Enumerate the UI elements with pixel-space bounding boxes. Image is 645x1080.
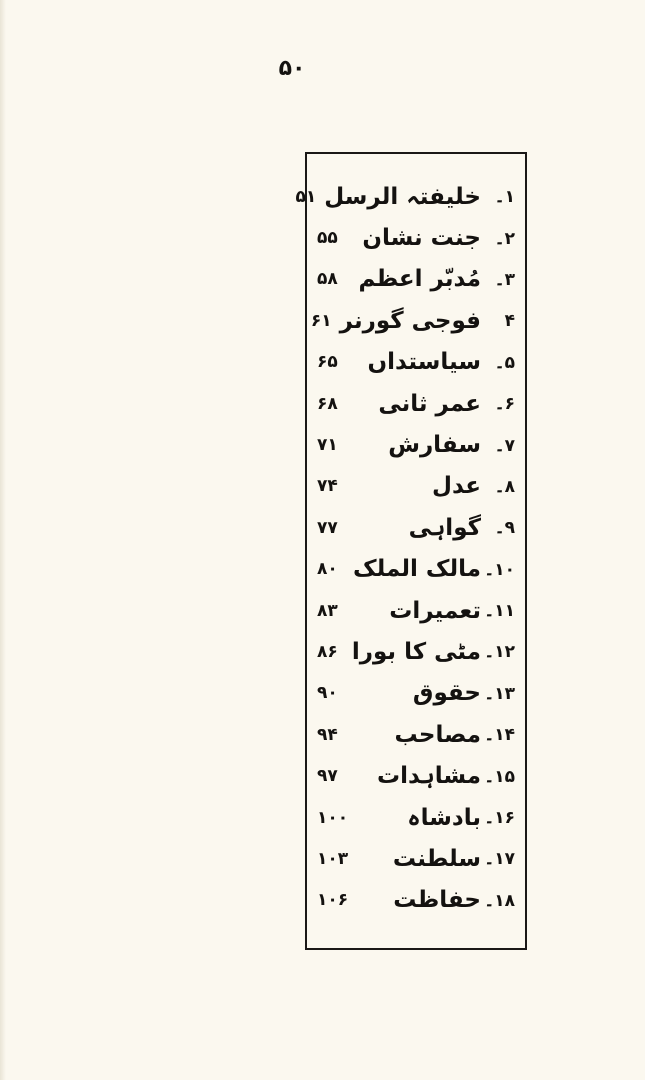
toc-entry-number: ۱۲۔ <box>484 642 515 663</box>
toc-entry <box>317 880 515 921</box>
toc-entry-title: حقوق <box>412 680 481 707</box>
toc-entry-title: مُدبّر اعظم <box>358 266 481 293</box>
toc-entry-number: ۱۶۔ <box>484 808 515 829</box>
toc-entry <box>317 507 515 548</box>
toc-entry-page: ۱۰۳ <box>317 848 349 869</box>
toc-entry-title: بادشاہ <box>407 804 481 831</box>
toc-entry <box>317 797 515 838</box>
toc-entry-title: مصاحب <box>394 721 481 748</box>
toc-entry-page: ۶۸ <box>317 393 338 414</box>
toc-entry-title: سیاستداں <box>367 349 481 376</box>
toc-entry <box>317 838 515 879</box>
toc-entry <box>317 342 515 383</box>
toc-entry-number: ۳۔ <box>494 269 515 290</box>
table-of-contents-box <box>295 152 527 950</box>
toc-entry-page: ۵۸ <box>317 269 338 290</box>
toc-entry-number: ۱۰۔ <box>484 559 515 580</box>
toc-entry <box>317 424 515 465</box>
toc-entry-title: حفاظت <box>393 887 481 914</box>
page-edge-shadow <box>0 0 6 1080</box>
toc-entry-number: ۱۳۔ <box>484 683 515 704</box>
toc-entry-title: تعمیرات <box>389 597 481 624</box>
toc-entry-number: ۱۔ <box>494 187 515 208</box>
toc-entry-title: عدل <box>432 473 481 500</box>
toc-entry-page: ۹۴ <box>317 724 338 745</box>
toc-entry-page: ۹۰ <box>317 683 338 704</box>
toc-entry-page: ۶۱ <box>310 310 332 331</box>
toc-entry-number: ۹۔ <box>494 518 515 539</box>
toc-entry-page: ۵۱ <box>295 186 317 207</box>
toc-entry-title: سلطنت <box>392 845 481 872</box>
page-number: ۵۰ <box>278 56 306 81</box>
toc-entry <box>317 383 515 424</box>
toc-entry <box>317 631 515 672</box>
toc-entry-page: ۵۵ <box>317 228 338 249</box>
toc-entry <box>317 217 515 258</box>
toc-entry-number: ۴ <box>504 310 515 331</box>
toc-entry-page: ۹۷ <box>317 766 338 787</box>
toc-entry <box>317 714 515 755</box>
toc-entry-page: ۶۵ <box>317 352 338 373</box>
toc-entry-number: ۱۸۔ <box>484 890 515 911</box>
toc-entry <box>317 466 515 507</box>
toc-entry-number: ۷۔ <box>494 435 515 456</box>
toc-entry-number: ۵۔ <box>494 352 515 373</box>
toc-entry <box>317 755 515 796</box>
toc-entry-number: ۱۷۔ <box>484 849 515 870</box>
toc-entry-number: ۶۔ <box>494 394 515 415</box>
toc-entry <box>317 590 515 631</box>
toc-entry <box>317 259 515 300</box>
toc-entry-page: ۷۴ <box>317 476 338 497</box>
toc-entry-page: ۷۷ <box>317 517 338 538</box>
toc-entry-title: مشاہدات <box>376 763 481 790</box>
toc-entry-page: ۱۰۶ <box>317 890 349 911</box>
toc-entry-title: عمر ثانی <box>378 390 481 417</box>
toc-entry-number: ۱۴۔ <box>484 725 515 746</box>
toc-entry-page: ۷۱ <box>317 435 338 456</box>
toc-entry-number: ۱۵۔ <box>484 766 515 787</box>
toc-entry <box>317 673 515 714</box>
toc-entry-number: ۲۔ <box>494 228 515 249</box>
toc-entry <box>317 549 515 590</box>
toc-entry-title: مٹی کا بورا <box>351 638 481 665</box>
toc-entry-title: فوجی گورنر <box>339 307 481 334</box>
toc-entry-page: ۸۳ <box>317 600 338 621</box>
toc-entry-page: ۸۶ <box>317 641 338 662</box>
toc-entry-number: ۸۔ <box>494 476 515 497</box>
toc-entry-page: ۸۰ <box>317 559 338 580</box>
toc-entry-number: ۱۱۔ <box>484 601 515 622</box>
toc-entry <box>310 300 515 341</box>
toc-entry-title: جنت نشان <box>362 225 481 252</box>
toc-entry <box>295 176 515 217</box>
toc-entry-page: ۱۰۰ <box>317 807 349 828</box>
toc-entry-title: سفارش <box>388 432 481 459</box>
toc-entry-title: گواہی <box>408 514 481 541</box>
toc-entry-title: مالک الملک <box>353 556 481 583</box>
toc-entry-title: خلیفتہ الرسل <box>324 183 481 210</box>
table-of-contents-list <box>295 176 515 921</box>
